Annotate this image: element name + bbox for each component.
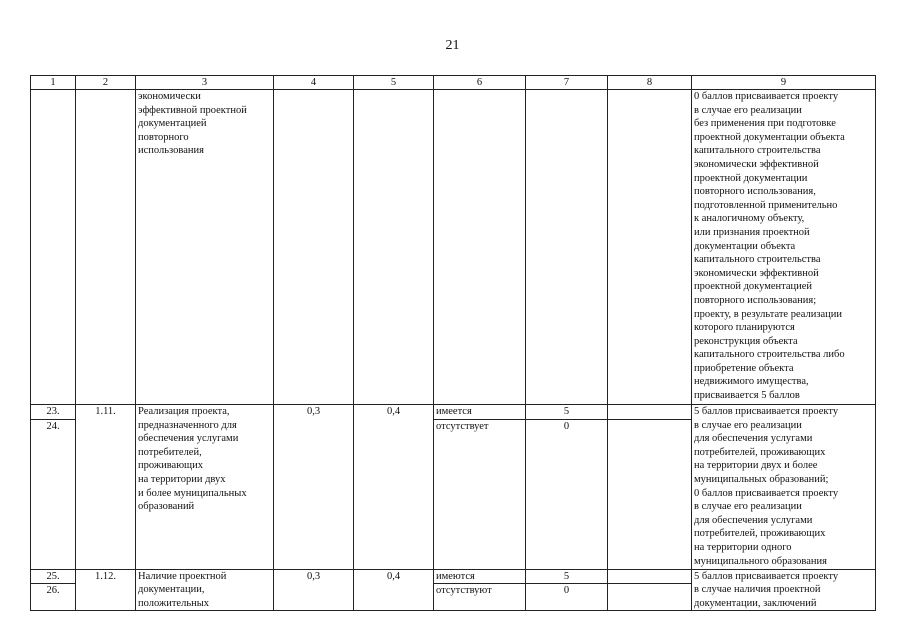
table-row [31,405,876,420]
row-number: 25. [31,569,76,584]
weight-value: 0,3 [274,405,354,570]
score-value: 0 [526,584,608,611]
row-number: 23. [31,405,76,420]
score-value: 0 [526,419,608,569]
column-number: 6 [434,76,526,90]
table-row-continuation [31,90,876,405]
column-number: 9 [692,76,876,90]
option-label: имеются [434,569,526,584]
weight-value: 0,4 [354,405,434,570]
score-value: 5 [526,405,608,420]
column-number: 2 [76,76,136,90]
row-number: 26. [31,584,76,611]
description-text: 5 баллов присваивается проекту в случае его реализации для обеспечения услугами потребителей, проживающих на территории двух и более муниципальных образований; 0 баллов присваивается проекту в случае его реализации для обеспечения услугами потребителей, проживающих на территории одного муниципального образования [692,405,876,570]
column-number: 4 [274,76,354,90]
criterion-code: 1.11. [76,405,136,570]
criterion-text: Наличие проектной документации, положительных [136,569,274,611]
description-text: 0 баллов присваивается проекту в случае его реализации без применения при подготовке проектной документации объекта капитального строительства экономически эффективной проектной документации повторного использования, подготовленной применительно к аналогичному объекту, или признания проектной документации объекта капитального строительства экономически эффективной проектной документацией повторного использования; проекту, в результате реализации которого планируются реконструкция объекта капитального строительства либо приобретение объекта недвижимого имущества, присваивается 5 баллов [692,90,876,405]
description-text: 5 баллов присваивается проекту в случае наличия проектной документации, заключений [692,569,876,611]
criterion-text: Реализация проекта, предназначенного для обеспечения услугами потребителей, проживающих на территории двух и более муниципальных образований [136,405,274,570]
option-label: отсутствует [434,419,526,569]
page-number: 21 [445,38,460,53]
option-label: имеется [434,405,526,420]
column-number: 5 [354,76,434,90]
criterion-code: 1.12. [76,569,136,611]
column-number: 1 [31,76,76,90]
score-value: 5 [526,569,608,584]
table-row [31,569,876,584]
column-number-row [31,76,876,90]
column-number: 7 [526,76,608,90]
column-number: 8 [608,76,692,90]
option-label: отсутствуют [434,584,526,611]
weight-value: 0,3 [274,569,354,611]
criteria-table [30,75,876,611]
criterion-text: экономически эффективной проектной документацией повторного использования [136,90,274,405]
row-number: 24. [31,419,76,569]
column-number: 3 [136,76,274,90]
weight-value: 0,4 [354,569,434,611]
